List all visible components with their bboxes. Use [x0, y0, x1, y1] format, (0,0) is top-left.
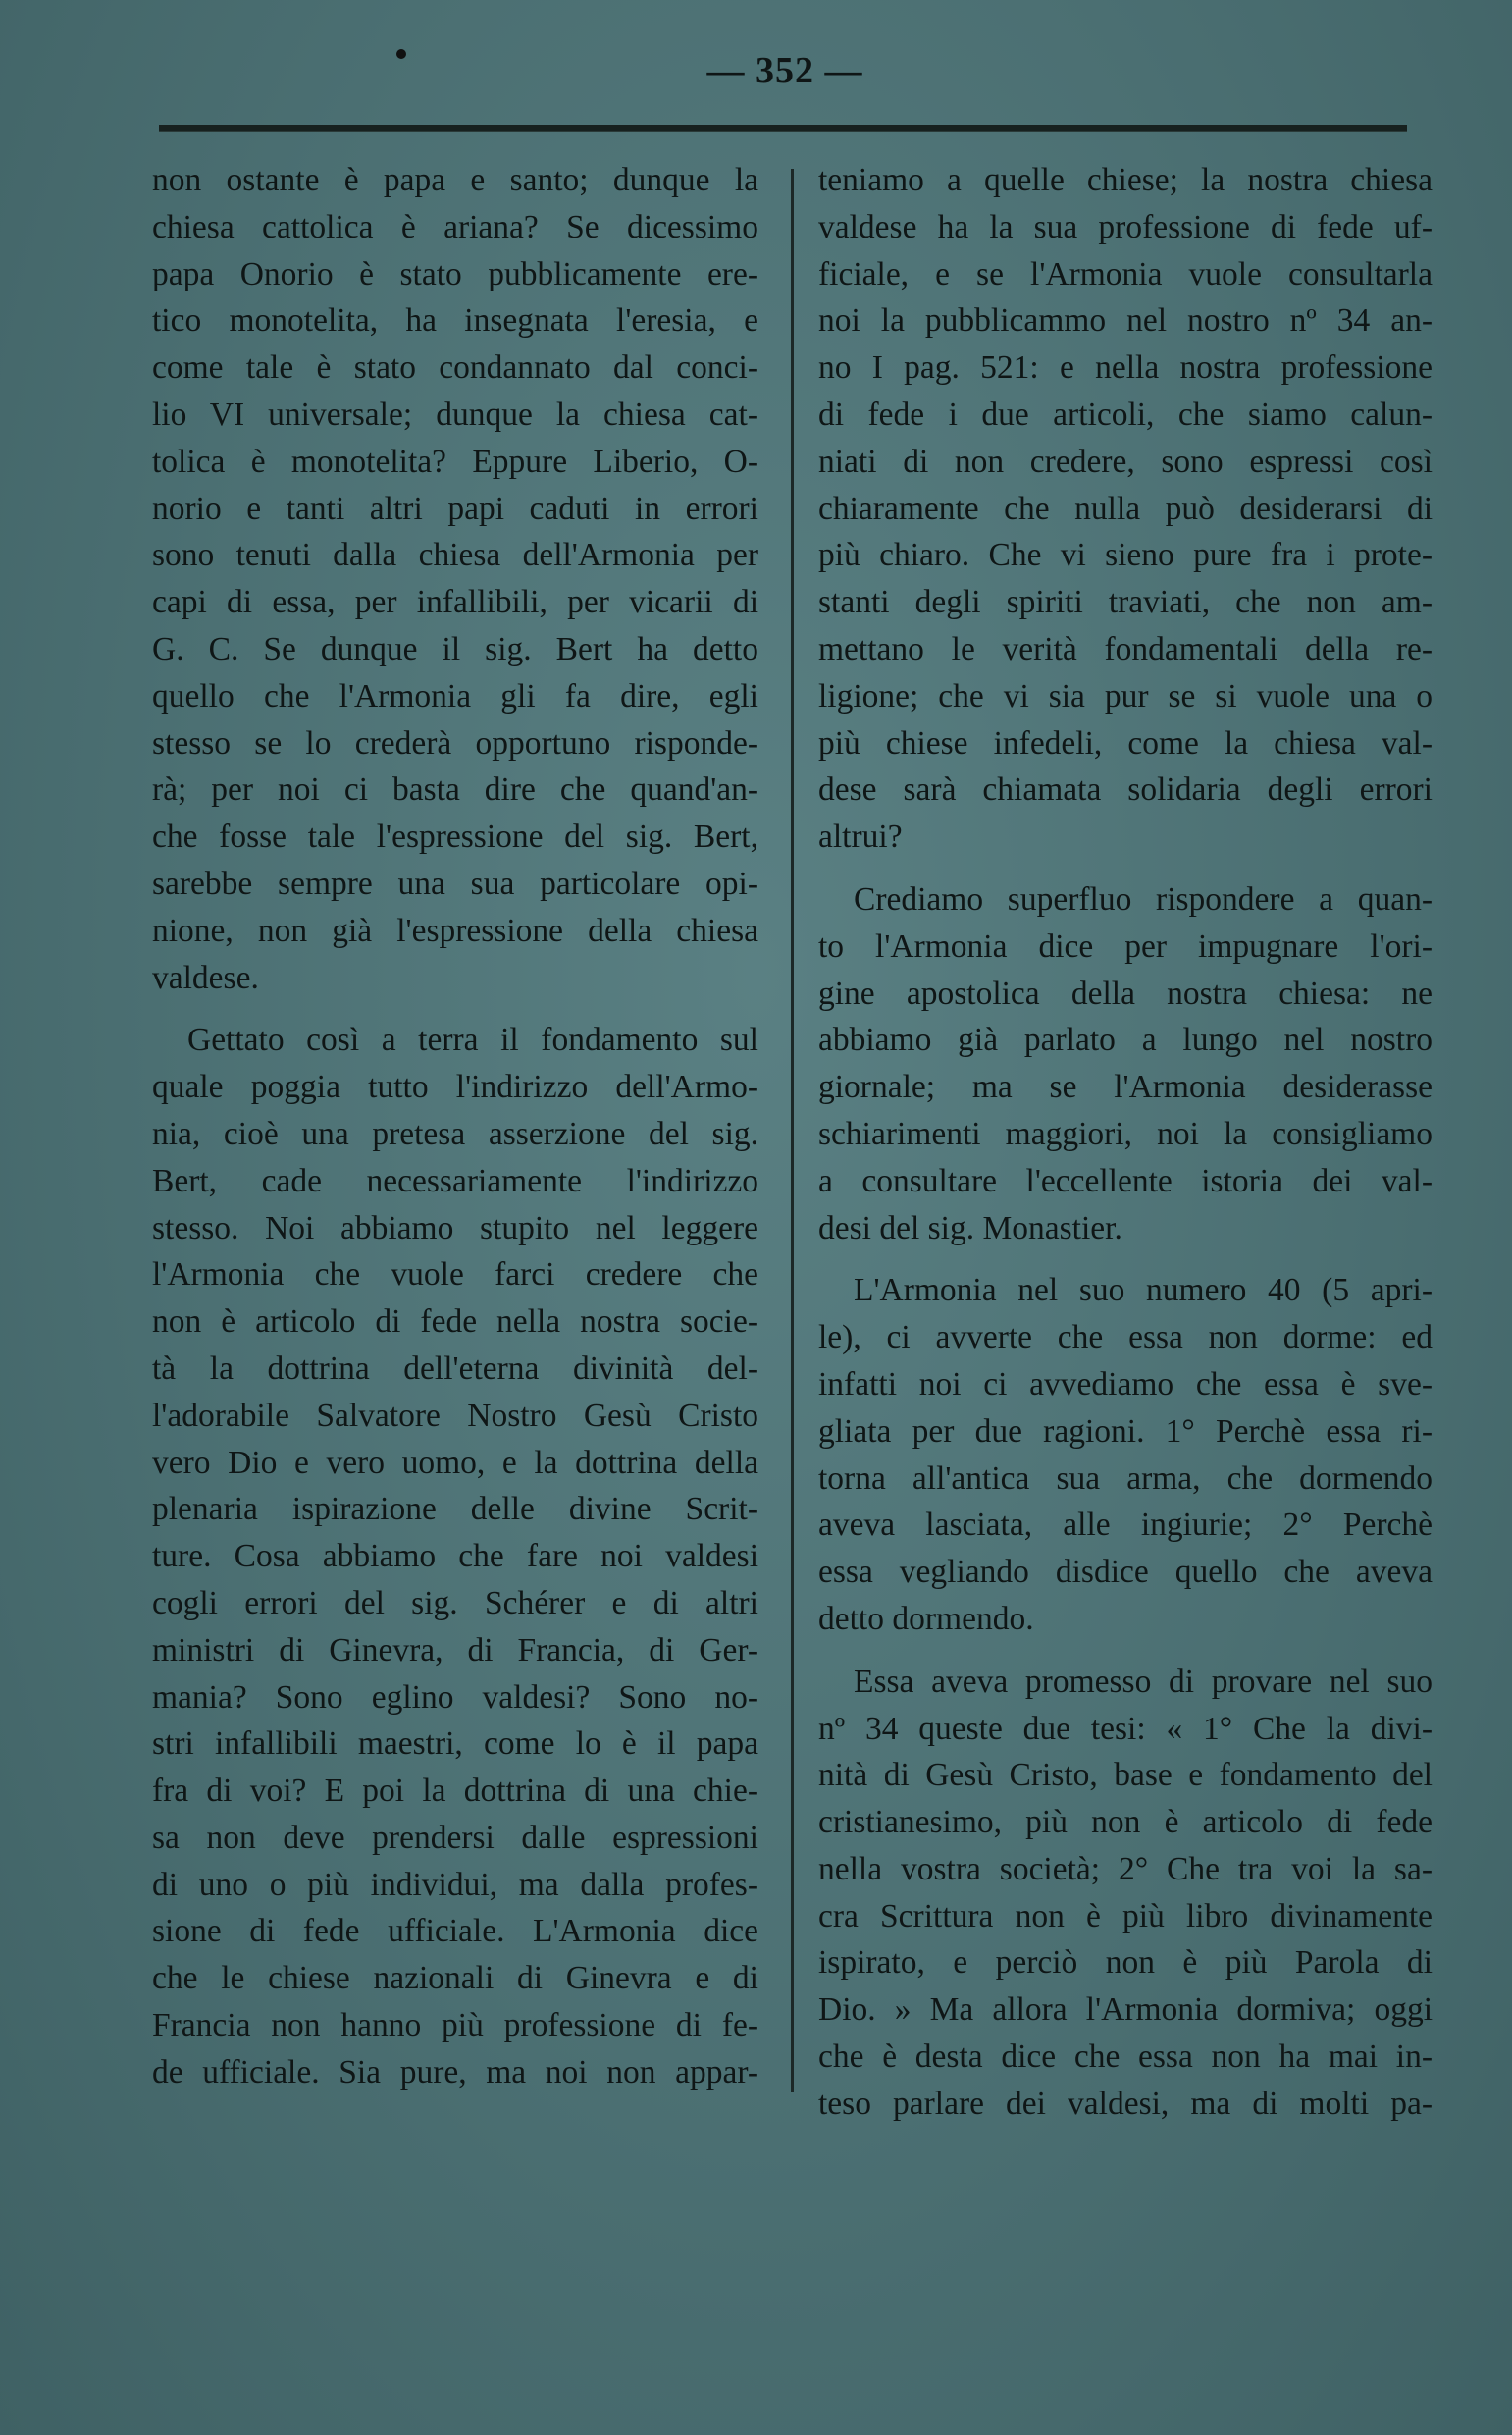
text-line: noi la pubblicammo nel nostro nº 34 an-: [818, 302, 1433, 340]
text-line: dese sarà chiamata solidaria degli errori: [818, 771, 1433, 809]
text-line: come tale è stato condannato dal conci-: [152, 349, 758, 387]
text-line: teso parlare dei valdesi, ma di molti pa-: [818, 2085, 1433, 2122]
paragraph: [818, 876, 1433, 1251]
text-line: nità di Gesù Cristo, base e fondamento del: [818, 1757, 1433, 1794]
text-line: Francia non hanno più professione di fe-: [152, 2007, 758, 2044]
text-line: capi di essa, per infallibili, per vicarii di: [152, 584, 758, 621]
text-line: cra Scrittura non è più libro divinamente: [818, 1897, 1433, 1934]
text-line: stesso se lo crederà opportuno risponde-: [152, 724, 758, 762]
text-line: nº 34 queste due tesi: « 1° Che la divi-: [818, 1710, 1433, 1747]
text-line: tico monotelita, ha insegnata l'eresia, e: [152, 302, 758, 340]
page-number: — 352 —: [706, 50, 863, 91]
text-line: ministri di Ginevra, di Francia, di Ger-: [152, 1631, 758, 1668]
text-line: Dio. » Ma allora l'Armonia dormiva; oggi: [818, 1991, 1433, 2029]
paragraph-gap: [152, 1001, 758, 1017]
text-line: gine apostolica della nostra chiesa: ne: [818, 975, 1433, 1012]
paragraph: [152, 157, 758, 1001]
text-line: ficiale, e se l'Armonia vuole consultarla: [818, 255, 1433, 292]
text-line: tolica è monotelita? Eppure Liberio, O-: [152, 443, 758, 480]
text-line: che fosse tale l'espressione del sig. Bert,: [152, 819, 758, 856]
text-line: sa non deve prendersi dalle espressioni: [152, 1819, 758, 1856]
text-line: nione, non già l'espressione della chiesa: [152, 912, 758, 949]
text-line: vero Dio e vero uomo, e la dottrina della: [152, 1444, 758, 1481]
text-line: più chiese infedeli, come la chiesa val-: [818, 724, 1433, 762]
paragraph: [818, 157, 1433, 861]
text-line: quale poggia tutto l'indirizzo dell'Armo-: [152, 1069, 758, 1106]
text-line: l'Armonia che vuole farci credere che: [152, 1256, 758, 1294]
text-line: aveva lasciata, alle ingiurie; 2° Perchè: [818, 1507, 1433, 1544]
left-column: [152, 157, 758, 2096]
column-divider: [791, 169, 794, 2092]
text-line: de ufficiale. Sia pure, ma noi non appar-: [152, 2053, 758, 2091]
text-line: che è desta dice che essa non ha mai in-: [818, 2038, 1433, 2076]
text-line: altrui?: [818, 819, 903, 856]
ink-spot: [396, 49, 406, 59]
paragraph-gap: [818, 861, 1433, 876]
text-line: stanti degli spiriti traviati, che non am-: [818, 584, 1433, 621]
paragraph-gap: [818, 1251, 1433, 1267]
paragraph-gap: [818, 1643, 1433, 1659]
text-line: torna all'antica sua arma, che dormendo: [818, 1459, 1433, 1497]
text-line: papa Onorio è stato pubblicamente ere-: [152, 255, 758, 292]
text-line: detto dormendo.: [818, 1600, 1034, 1637]
text-line: Crediamo superfluo rispondere a quan-: [854, 880, 1433, 918]
text-line: quello che l'Armonia gli fa dire, egli: [152, 677, 758, 715]
text-line: Essa aveva promesso di provare nel suo: [854, 1663, 1433, 1700]
paragraph: [818, 1659, 1433, 2128]
text-line: stesso. Noi abbiamo stupito nel leggere: [152, 1209, 758, 1246]
paragraph: [152, 1017, 758, 2095]
right-column: [818, 157, 1433, 2128]
paragraph: [818, 1267, 1433, 1642]
text-line: desi del sig. Monastier.: [818, 1209, 1122, 1246]
text-line: lio VI universale; dunque la chiesa cat-: [152, 396, 758, 433]
text-line: mettano le verità fondamentali della re-: [818, 630, 1433, 667]
text-line: infatti noi ci avvediamo che essa è sve-: [818, 1365, 1433, 1403]
text-line: l'adorabile Salvatore Nostro Gesù Cristo: [152, 1397, 758, 1434]
text-line: sarebbe sempre una sua particolare opi-: [152, 865, 758, 902]
text-line: gliata per due ragioni. 1° Perchè essa ri-: [818, 1412, 1433, 1450]
text-line: fra di voi? E poi la dottrina di una chie-: [152, 1773, 758, 1810]
text-line: teniamo a quelle chiese; la nostra chiesa: [818, 162, 1433, 198]
text-line: valdese.: [152, 959, 259, 996]
text-line: stri infallibili maestri, come lo è il papa: [152, 1725, 758, 1763]
text-line: giornale; ma se l'Armonia desiderasse: [818, 1069, 1433, 1106]
text-line: L'Armonia nel suo numero 40 (5 apri-: [854, 1272, 1433, 1309]
text-line: di fede i due articoli, che siamo calun-: [818, 396, 1433, 433]
text-line: mania? Sono eglino valdesi? Sono no-: [152, 1678, 758, 1716]
text-line: chiesa cattolica è ariana? Se dicessimo: [152, 208, 758, 245]
text-line: rà; per noi ci basta dire che quand'an-: [152, 771, 758, 809]
text-line: abbiamo già parlato a lungo nel nostro: [818, 1022, 1433, 1059]
text-line: G. C. Se dunque il sig. Bert ha detto: [152, 630, 758, 667]
text-line: non ostante è papa e santo; dunque la: [152, 162, 758, 198]
header-rule: [159, 125, 1407, 132]
text-line: Bert, cade necessariamente l'indirizzo: [152, 1162, 758, 1199]
text-line: valdese ha la sua professione di fede uf-: [818, 208, 1433, 245]
text-line: tà la dottrina dell'eterna divinità del-: [152, 1350, 758, 1387]
text-line: to l'Armonia dice per impugnare l'ori-: [818, 927, 1433, 965]
text-line: no I pag. 521: e nella nostra professione: [818, 349, 1433, 387]
text-line: ispirato, e perciò non è più Parola di: [818, 1944, 1433, 1982]
text-line: cristianesimo, più non è articolo di fede: [818, 1804, 1433, 1841]
text-line: Gettato così a terra il fondamento sul: [187, 1022, 758, 1059]
text-line: plenaria ispirazione delle divine Scrit-: [152, 1491, 758, 1528]
text-line: sione di fede ufficiale. L'Armonia dice: [152, 1913, 758, 1950]
text-line: niati di non credere, sono espressi così: [818, 443, 1433, 480]
text-line: ture. Cosa abbiamo che fare noi valdesi: [152, 1538, 758, 1575]
text-line: nella vostra società; 2° Che tra voi la sa-: [818, 1850, 1433, 1887]
text-line: cogli errori del sig. Schérer e di altri: [152, 1584, 758, 1621]
text-line: essa vegliando disdice quello che aveva: [818, 1554, 1433, 1591]
text-line: nia, cioè una pretesa asserzione del sig.: [152, 1115, 758, 1152]
text-line: sono tenuti dalla chiesa dell'Armonia per: [152, 537, 758, 574]
text-line: a consultare l'eccellente istoria dei val-: [818, 1162, 1433, 1199]
text-line: di uno o più individui, ma dalla profes-: [152, 1866, 758, 1903]
text-line: norio e tanti altri papi caduti in errori: [152, 490, 758, 527]
text-line: più chiaro. Che vi sieno pure fra i prote-: [818, 537, 1433, 574]
text-line: chiaramente che nulla può desiderarsi di: [818, 490, 1433, 527]
text-line: non è articolo di fede nella nostra socie-: [152, 1303, 758, 1341]
text-line: ligione; che vi sia pur se si vuole una o: [818, 677, 1433, 715]
text-line: le), ci avverte che essa non dorme: ed: [818, 1319, 1433, 1356]
text-line: schiarimenti maggiori, noi la consigliamo: [818, 1115, 1433, 1152]
text-line: che le chiese nazionali di Ginevra e di: [152, 1960, 758, 1997]
